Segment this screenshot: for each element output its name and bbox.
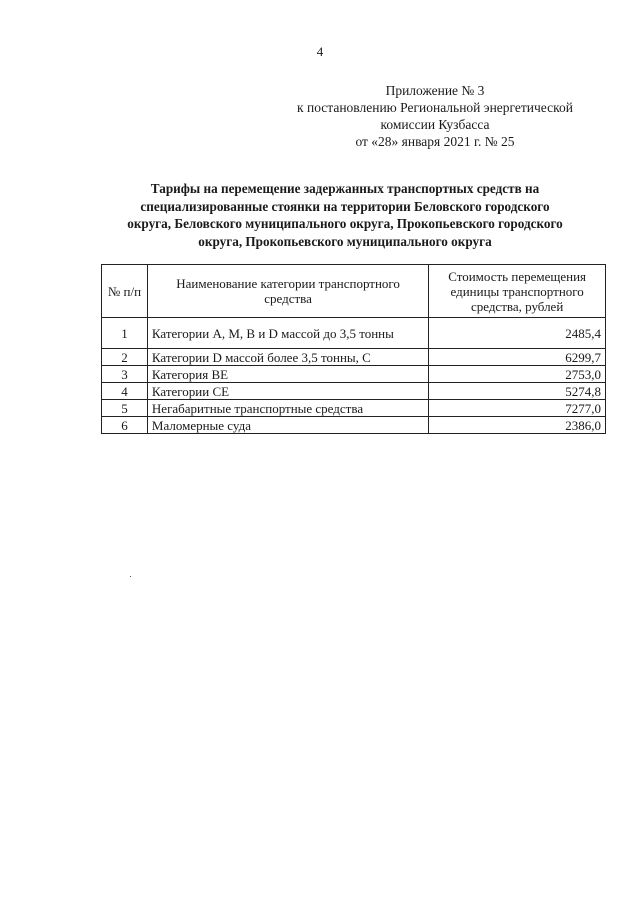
title-line: округа, Прокопьевского муниципального округа xyxy=(198,233,492,249)
table-row xyxy=(102,318,606,349)
transport-cost: 5274,8 xyxy=(429,383,606,400)
transport-cost: 2753,0 xyxy=(429,366,606,383)
row-number: 6 xyxy=(102,417,148,434)
row-number: 4 xyxy=(102,383,148,400)
table-row xyxy=(102,400,606,417)
row-number: 5 xyxy=(102,400,148,417)
title-line: округа, Беловского муниципального округа, Прокопьевского городского xyxy=(127,216,563,231)
appendix-header xyxy=(270,82,600,150)
title-line: Тарифы на перемещение задержанных транспортных средств на xyxy=(150,181,540,196)
header-cost: Стоимость перемещения единицы транспортного средства, рублей xyxy=(429,265,606,318)
header-category-name: Наименование категории транспортного средства xyxy=(147,265,428,318)
category-name: Негабаритные транспортные средства xyxy=(147,400,428,417)
tariff-table xyxy=(101,264,606,434)
category-name: Маломерные суда xyxy=(147,417,428,434)
header-number: № п/п xyxy=(102,265,148,318)
page-number: 4 xyxy=(316,44,324,59)
transport-cost: 2485,4 xyxy=(429,318,606,349)
row-number: 1 xyxy=(102,318,148,349)
title-line: специализированные стоянки на территории Беловского городского xyxy=(140,198,550,214)
transport-cost: 2386,0 xyxy=(429,417,606,434)
category-name: Категории СЕ xyxy=(147,383,428,400)
transport-cost: 6299,7 xyxy=(429,349,606,366)
category-name: Категории D массой более 3,5 тонны, С xyxy=(147,349,428,366)
appendix-commission: комиссии Кузбасса xyxy=(380,117,490,132)
row-number: 3 xyxy=(102,366,148,383)
scan-artifact xyxy=(130,576,131,577)
category-name: Категории А, М, В и D массой до 3,5 тонны xyxy=(147,318,428,349)
table-row xyxy=(102,349,606,366)
category-name: Категория ВЕ xyxy=(147,366,428,383)
table-row xyxy=(102,366,606,383)
document-title xyxy=(80,180,610,250)
appendix-date: от «28» января 2021 г. № 25 xyxy=(355,134,515,149)
table-row xyxy=(102,417,606,434)
appendix-reference: к постановлению Региональной энергетической xyxy=(297,100,573,115)
transport-cost: 7277,0 xyxy=(429,400,606,417)
row-number: 2 xyxy=(102,349,148,366)
appendix-number: Приложение № 3 xyxy=(385,83,485,98)
table-header-row xyxy=(102,265,606,318)
table-row xyxy=(102,383,606,400)
